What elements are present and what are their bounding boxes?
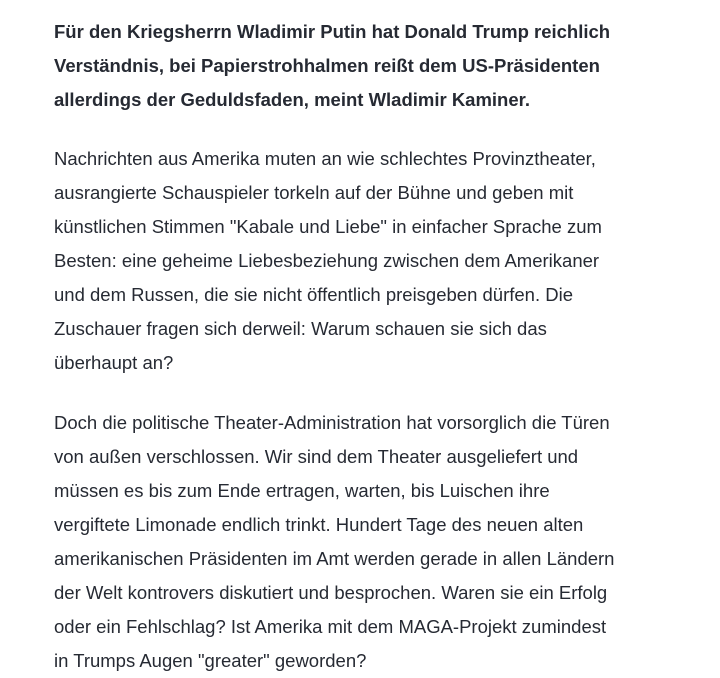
teaser-line: Verständnis, bei Papierstrohhalmen reißt dem US-Präsidenten [54, 55, 600, 76]
paragraph-line: der Welt kontrovers diskutiert und besprochen. Waren sie ein Erfolg [54, 582, 608, 603]
paragraph-line: Nachrichten aus Amerika muten an wie schlechtes Provinztheater, [54, 148, 596, 169]
paragraph-line: in Trumps Augen "greater" geworden? [54, 650, 367, 671]
article-teaser [54, 15, 694, 117]
paragraph-line: Doch die politische Theater-Administration hat vorsorglich die Türen [54, 412, 610, 433]
paragraph-line: Besten: eine geheime Liebesbeziehung zwischen dem Amerikaner [54, 250, 600, 271]
paragraph-line: ausrangierte Schauspieler torkeln auf der Bühne und geben mit [54, 182, 574, 203]
paragraph-line: oder ein Fehlschlag? Ist Amerika mit dem MAGA-Projekt zumindest [54, 616, 607, 637]
paragraph-line: künstlichen Stimmen "Kabale und Liebe" in einfacher Sprache zum [54, 216, 602, 237]
paragraph-line: von außen verschlossen. Wir sind dem Theater ausgeliefert und [54, 446, 579, 467]
article-body [54, 15, 694, 678]
paragraph-line: und dem Russen, die sie nicht öffentlich preisgeben dürfen. Die [54, 284, 574, 305]
paragraph-1 [54, 142, 694, 380]
teaser-line: Für den Kriegsherrn Wladimir Putin hat Donald Trump reichlich [54, 21, 611, 42]
teaser-line: allerdings der Geduldsfaden, meint Wladimir Kaminer. [54, 89, 530, 110]
paragraph-line: vergiftete Limonade endlich trinkt. Hundert Tage des neuen alten [54, 514, 584, 535]
paragraph-line: müssen es bis zum Ende ertragen, warten, bis Luischen ihre [54, 480, 550, 501]
paragraph-line: amerikanischen Präsidenten im Amt werden gerade in allen Ländern [54, 548, 615, 569]
paragraph-line: überhaupt an? [54, 352, 174, 373]
paragraph-line: Zuschauer fragen sich derweil: Warum schauen sie sich das [54, 318, 547, 339]
paragraph-2 [54, 406, 694, 678]
